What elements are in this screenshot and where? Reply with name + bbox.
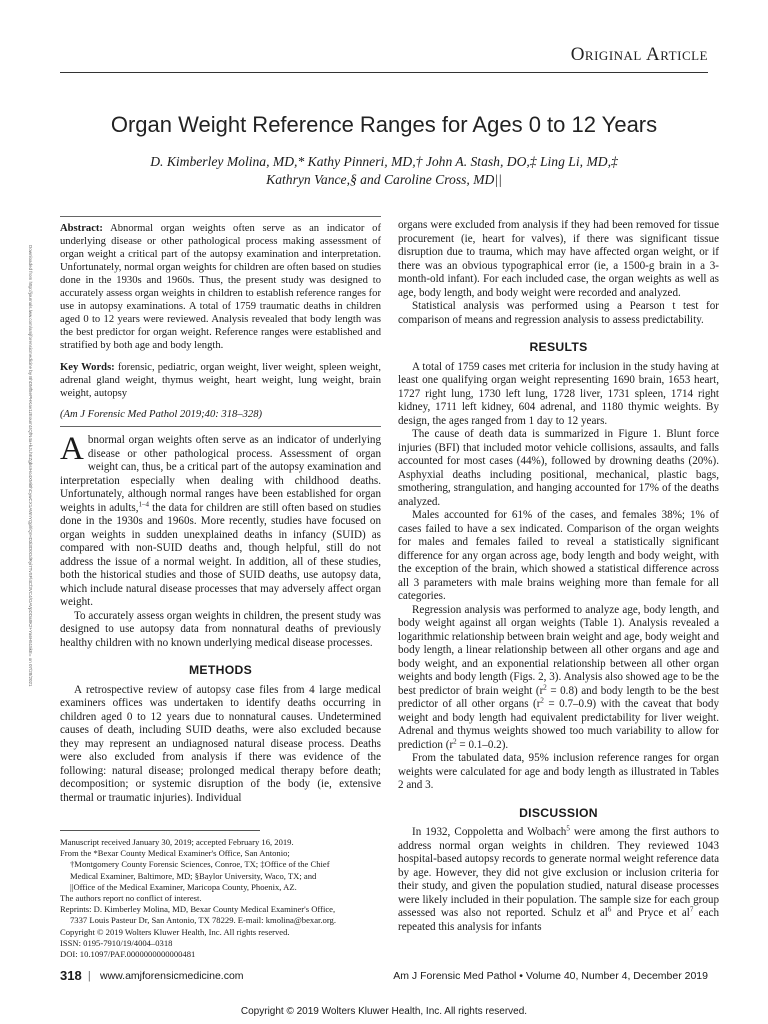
footnote-line: DOI: 10.1097/PAF.0000000000000481 <box>60 949 196 960</box>
results-paragraph-3: Males accounted for 61% of the cases, and females 38%; 1% of cases failed to have a sex indicated. Comparison of the organ weights for males and females failed to reveal a statistically significant difference for any organ across age, body length and body weight, with the exception of the brain, which showed a statistical difference across all 3 parameters with male brains weighing more than female for all categories. <box>398 509 719 602</box>
abstract-text: Abnormal organ weights often serve as an indicator of underlying disease or other pathological process making assessment of organ weight a critical part of the autopsy examination and interpretation. Unfortunately, normal organ weights for children are often based on studies done in the 1930s and 1960s. Thus, the present study was designed to accurately assess organ weights in children to establish reference ranges for use in autopsy examinations. A total of 1759 traumatic deaths in children aged 0 to 12 years were reviewed. Analysis revealed that body length was the best predictor for organ weight. Reference ranges were established and stratified by both age and body length. <box>60 223 381 351</box>
r-squared-1: 2 <box>543 682 547 691</box>
footnotes <box>60 837 390 960</box>
footnote-line: ||Office of the Medical Examiner, Maricopa County, Phoenix, AZ. <box>70 881 297 892</box>
methods-paragraph-2: Statistical analysis was performed using a Pearson t test for comparison of means and regression analysis to assess predictability. <box>398 300 719 326</box>
r-squared-3: 2 <box>453 736 457 745</box>
journal-url[interactable]: www.amjforensicmedicine.com <box>100 970 244 982</box>
discussion-text-a: In 1932, Coppoletta and Wolbach <box>412 826 567 838</box>
results-text-c: = 0.7–0.9) with the caveat that body weight and body length had equivalent predictability for liver weight. Adrenal and thymus weights showed too much variability to allow for prediction (r <box>398 698 719 751</box>
intro-text-b: the data for children are still often based on studies done in the 1930s and 1960s. More recently, studies have focused on organ weights in sudden unexplained deaths in infancy (SUID) as compared with non-SUID deaths and, though helpful, still do not address the issue of a normal weight. In addition, all of these studies, both the historical studies and those of SUID deaths, use autopsy data, which include natural disease processes that may adversely affect organ weight. <box>60 501 381 608</box>
authors-line-2: Kathryn Vance,§ and Caroline Cross, MD|| <box>266 172 502 187</box>
keywords-label: Key Words: <box>60 362 115 373</box>
abstract-rule-bottom <box>60 426 381 427</box>
abstract-rule-top <box>60 216 381 217</box>
footnote-line: The authors report no conflict of interest. <box>60 893 202 904</box>
results-heading: RESULTS <box>529 340 588 354</box>
results-paragraph-4 <box>398 604 719 753</box>
results-text-b: = 0.8) and body length to be the best predictor of all other organs (r <box>398 684 719 710</box>
keywords-text: forensic, pediatric, organ weight, liver weight, spleen weight, adrenal gland weight, thymus weight, heart weight, lung weight, brain weight, autopsy <box>60 362 381 399</box>
download-note-text: Downloaded from http://journals.lww.com/amjforensicmedicine by BhDMf5ePHKav1zEoum1tQfN4a+kJLhEZgbsIHo4XMi0hCywCX1AWnYQp/IlQrHD3i3D0OdRyi7TvSFl4Cf3VC4/OAVpDDa8K2+Ya6H515kE= on 07/28/2021 <box>28 245 33 687</box>
r-squared-2: 2 <box>540 696 544 705</box>
journal-info: Am J Forensic Med Pathol • Volume 40, Number 4, December 2019 <box>393 970 708 982</box>
results-text-d: = 0.1–0.2). <box>456 738 509 751</box>
dropcap: A <box>60 431 84 467</box>
intro-paragraph-1 <box>60 431 381 610</box>
methods-paragraph-1: A retrospective review of autopsy case files from 4 large medical examiners offices was undertaken to identify deaths occurring in children aged 0 to 12 years due to nonnatural causes. Undetermined causes of death, including SUID deaths, were also excluded because they may represent an undiagnosed natural disease process. Deaths were also excluded from analysis if there was evidence of the following: natural disease; prolonged medical therapy before death; decomposition; or systemic disruption of the body (ie, extensive thermal or traumatic injuries). Individual <box>60 683 381 804</box>
discussion-cite-1: 5 <box>566 824 570 833</box>
footnote-line: ISSN: 0195-7910/19/4004–0318 <box>60 937 173 948</box>
copyright-notice: Copyright © 2019 Wolters Kluwer Health, Inc. All rights reserved. <box>240 1006 528 1017</box>
keywords-paragraph <box>60 361 381 400</box>
discussion-cite-3: 7 <box>689 905 694 914</box>
footnote-rule <box>60 830 260 831</box>
right-column <box>398 219 719 934</box>
discussion-heading: DISCUSSION <box>519 805 598 820</box>
left-column <box>60 431 381 805</box>
section-label: Original Article <box>570 44 708 65</box>
citation: (Am J Forensic Med Pathol 2019;40: 318–328) <box>60 409 263 420</box>
footnote-line: Reprints: D. Kimberley Molina, MD, Bexar County Medical Examiner's Office, <box>60 904 336 915</box>
discussion-text-c: and Pryce et al <box>611 907 690 919</box>
article-title: Organ Weight Reference Ranges for Ages 0 to 12 Years <box>110 112 658 137</box>
abstract-label: Abstract: <box>60 223 103 234</box>
discussion-paragraph-1 <box>398 826 719 934</box>
abstract-paragraph <box>60 222 381 352</box>
page-number: 318 <box>60 968 82 983</box>
results-paragraph-1: A total of 1759 cases met criteria for inclusion in the study having at least one qualifying organ weight representing 1690 brain, 1653 heart, 1727 right lung, 1730 left lung, 1728 liver, 1731 spleen, 1714 right kidney, 1711 left kidney, 604 adrenal, and 1180 thymic weights. By design, the ages ranged from 1 day to 12 years. <box>398 360 719 427</box>
results-paragraph-5: From the tabulated data, 95% inclusion reference ranges for organ weights were calculated for age and body length as illustrated in Tables 2 and 3. <box>398 752 719 791</box>
footnote-line: †Montgomery County Forensic Sciences, Conroe, TX; ‡Office of the Chief <box>70 859 330 870</box>
intro-citation: 1–4 <box>138 499 150 508</box>
footnote-line: Medical Examiner, Baltimore, MD; §Baylor University, Waco, TX; and <box>70 870 317 881</box>
results-paragraph-2: The cause of death data is summarized in Figure 1. Blunt force injuries (BFI) that included motor vehicle collisions, assaults, and falls accounted for most cases (44%), followed by drowning deaths (20%). Asphyxial deaths including positional, mechanical, plastic bags, smothering, strangulation, and hanging accounted for 17% of the deaths analyzed. <box>398 428 719 508</box>
intro-text-a: bnormal organ weights often serve as an indicator of underlying disease or other pathological process. Assessment of organ weight can, thus, be a critical part of the autopsy examination and interpretation especially when dealing with childhood deaths. Unfortunately, although normal ranges have been established for organ weights in adults, <box>60 434 381 514</box>
results-text-a: Regression analysis was performed to analyze age, body length, and body weight against all organ weights (Table 1). Analysis revealed a logarithmic relationship between brain weight and age, body weight and body length, a linear relationship between all other organs and age and body weight, and an exponential relationship between all other organ weights and body length (Figs. 2, 3). Analysis also showed age to be the best predictor of brain weight (r <box>398 603 720 697</box>
footnote-line: 7337 Louis Pasteur Dr, San Antonio, TX 78229. E-mail: kmolina@bexar.org. <box>70 915 336 926</box>
footnote-line: From the *Bexar County Medical Examiner's Office, San Antonio; <box>60 848 290 859</box>
abstract <box>60 222 381 421</box>
authors-line-1: D. Kimberley Molina, MD,* Kathy Pinneri, MD,† John A. Stash, DO,‡ Ling Li, MD,‡ <box>150 154 618 169</box>
methods-heading: METHODS <box>188 663 253 677</box>
footnote-line: Manuscript received January 30, 2019; accepted February 16, 2019. <box>60 837 294 847</box>
discussion-text-b: were among the first authors to address normal organ weights in children. They reviewed 1043 hospital-based autopsy records to generate normal weight reference data by age. However, they did not give exclusion or inclusion criteria for their study, and given the population studied, natural disease processes were likely included in their population. The sample size for each group assessed was also not reported. Schulz et al <box>398 826 719 919</box>
methods-paragraph-1-cont: organs were excluded from analysis if they had been removed for tissue procurement (ie, heart for valves), if there was significant tissue disruption due to trauma, which may have affected organ weight, or if there was an obvious typographical error (ie, a 1500-g brain in a 3-month-old infant). For each included case, the organ weights as well as age, body length, and body weight were recorded and analyzed. <box>398 219 719 299</box>
footnote-line: Copyright © 2019 Wolters Kluwer Health, Inc. All rights reserved. <box>60 926 290 937</box>
footer-separator: | <box>88 968 91 982</box>
download-note <box>22 245 34 810</box>
intro-paragraph-2: To accurately assess organ weights in children, the present study was designed to use autopsy data from nonnatural deaths of previously healthy children with no known underlying medical disease processes. <box>60 609 381 649</box>
header-rule <box>60 72 708 73</box>
author-list <box>60 153 708 189</box>
discussion-cite-2: 6 <box>607 905 612 914</box>
discussion-text-d: each repeated this analysis for infants <box>398 907 720 933</box>
